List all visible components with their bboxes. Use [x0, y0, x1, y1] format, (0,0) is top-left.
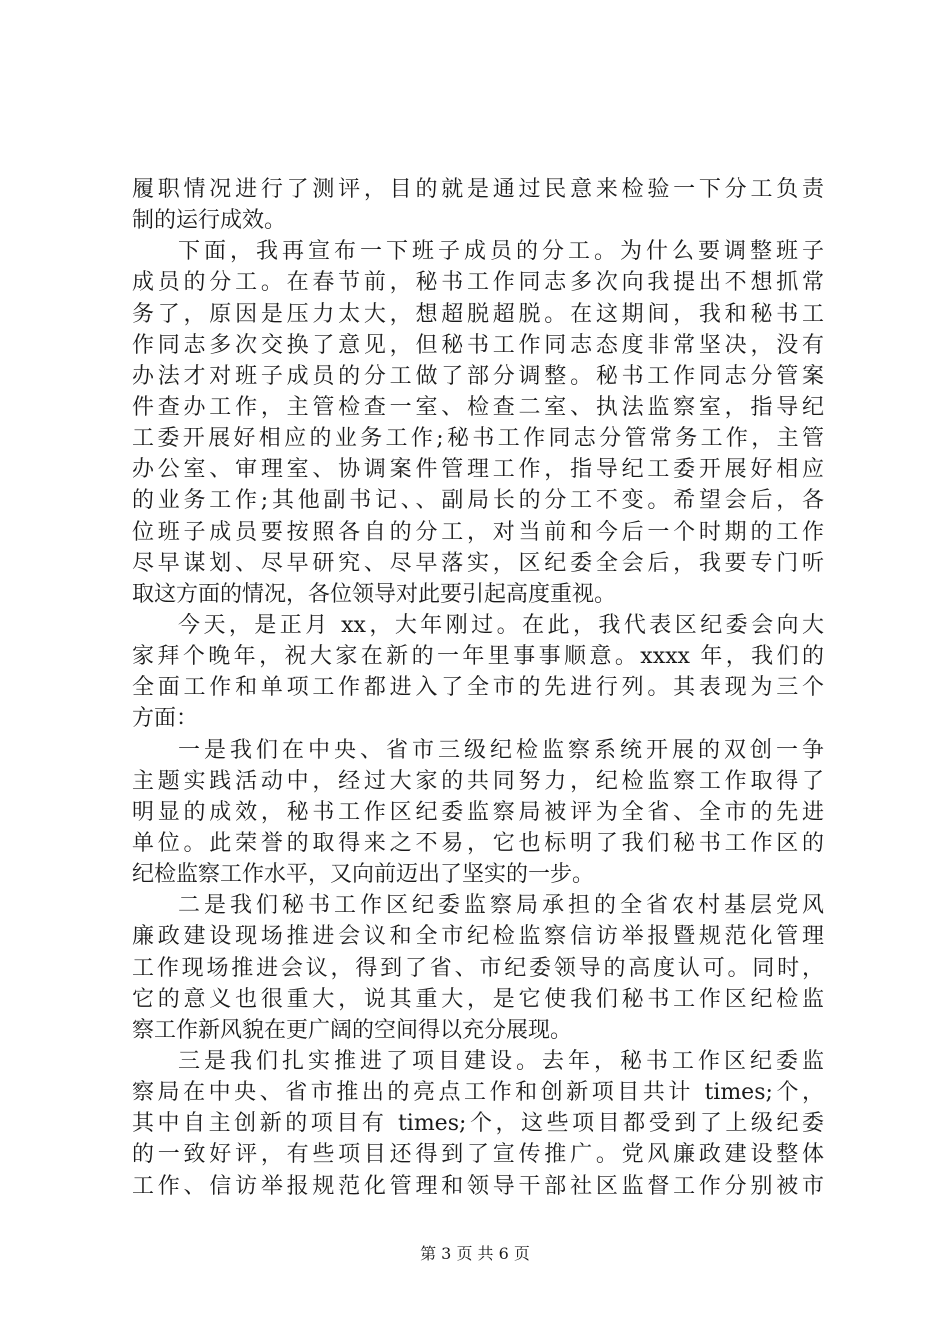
document-body	[132, 174, 824, 1202]
text-line: 家拜个晚年，祝大家在新的一年里事事顺意。xxxx 年，我们的	[132, 644, 824, 670]
text-line: 取这方面的情况，各位领导对此要引起高度重视。	[132, 581, 617, 607]
text-line: 件查办工作，主管检查一室、检查二室、执法监察室，指导纪	[132, 394, 824, 420]
text-line: 成员的分工。在春节前，秘书工作同志多次向我提出不想抓常	[132, 270, 824, 296]
text-line: 履职情况进行了测评，目的就是通过民意来检验一下分工负责	[132, 177, 824, 202]
text-line: 今天，是正月 xx，大年刚过。在此，我代表区纪委会向大	[178, 612, 824, 638]
text-line: 一是我们在中央、省市三级纪检监察系统开展的双创一争	[178, 737, 824, 763]
text-line: 工委开展好相应的业务工作;秘书工作同志分管常务工作，主管	[132, 426, 824, 452]
text-line: 全面工作和单项工作都进入了全市的先进行列。其表现为三个	[132, 675, 824, 701]
text-line: 察工作新风貌在更广阔的空间得以充分展现。	[132, 1017, 573, 1043]
text-line: 二是我们秘书工作区纪委监察局承担的全省农村基层党风	[178, 893, 824, 919]
text-line: 单位。此荣誉的取得来之不易，它也标明了我们秘书工作区的	[132, 830, 824, 856]
text-line: 下面，我再宣布一下班子成员的分工。为什么要调整班子	[178, 239, 824, 265]
text-line: 主题实践活动中，经过大家的共同努力，纪检监察工作取得了	[132, 768, 824, 794]
text-line: 制的运行成效。	[132, 208, 287, 234]
text-line: 的一致好评，有些项目还得到了宣传推广。党风廉政建设整体	[132, 1142, 824, 1168]
text-line: 务了，原因是压力太大，想超脱超脱。在这期间，我和秘书工	[132, 301, 824, 327]
text-line: 纪检监察工作水平，又向前迈出了坚实的一步。	[132, 862, 595, 888]
text-line: 方面：	[132, 706, 199, 732]
text-line: 察局在中央、省市推出的亮点工作和创新项目共计 times;个，	[132, 1080, 824, 1106]
text-line: 位班子成员要按照各自的分工，对当前和今后一个时期的工作	[132, 519, 824, 545]
text-line: 其中自主创新的项目有 times;个，这些项目都受到了上级纪委	[132, 1111, 824, 1137]
text-line: 廉政建设现场推进会议和全市纪检监察信访举报暨规范化管理	[132, 924, 824, 950]
text-line: 的业务工作;其他副书记、、副局长的分工不变。希望会后，各	[132, 488, 824, 514]
page-number-footer: 第 3 页 共 6 页	[420, 1244, 530, 1263]
text-line: 工作、信访举报规范化管理和领导干部社区监督工作分别被市	[132, 1173, 824, 1199]
text-line: 三是我们扎实推进了项目建设。去年，秘书工作区纪委监	[178, 1048, 824, 1074]
text-line: 办公室、审理室、协调案件管理工作，指导纪工委开展好相应	[132, 457, 824, 483]
text-line: 它的意义也很重大，说其重大，是它使我们秘书工作区纪检监	[132, 986, 824, 1012]
text-line: 尽早谋划、尽早研究、尽早落实，区纪委全会后，我要专门听	[132, 550, 824, 576]
text-line: 工作现场推进会议，得到了省、市纪委领导的高度认可。同时，	[132, 955, 824, 981]
text-line: 办法才对班子成员的分工做了部分调整。秘书工作同志分管案	[132, 363, 824, 389]
text-line: 明显的成效，秘书工作区纪委监察局被评为全省、全市的先进	[132, 799, 824, 825]
text-line: 作同志多次交换了意见，但秘书工作同志态度非常坚决，没有	[132, 332, 824, 358]
